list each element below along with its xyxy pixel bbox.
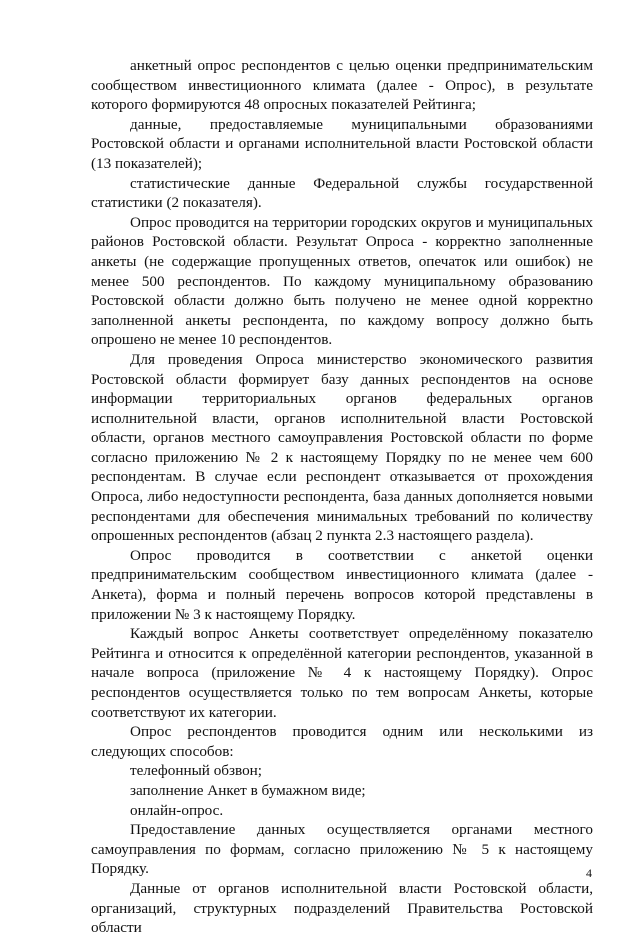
- list-item-online: онлайн-опрос.: [130, 801, 224, 819]
- paragraph-survey-territory: Опрос проводится на территории городских округов и муниципальных районов Ростовской области. Результат Опроса - корректно заполненные анкеты (не содержащие пропущенных ответов, опечаток или ошибок) не менее 500 респондентов. По каждому муниципальному образованию Ростовской области должно быть получено не менее одной корректно заполненной анкеты респондента, по каждому вопросу должно быть опрошено не менее 10 респондентов.: [91, 213, 593, 349]
- paragraph-questionnaire: Опрос проводится в соответствии с анкетой оценки предпринимательским сообществом инвестиционного климата (далее - Анкета), форма и полный перечень вопросов которой представлены в приложении № 3 к настоящему Порядку.: [91, 546, 593, 623]
- paragraph-executive-data: Данные от органов исполнительной власти Ростовской области, организаций, структурных подразделений Правительства Ростовской области: [91, 879, 593, 937]
- paragraph-question-categories: Каждый вопрос Анкеты соответствует определённому показателю Рейтинга и относится к определённой категории респондентов, указанной в начале вопроса (приложение № 4 к настоящему Порядку). Опрос респондентов осуществляется только по тем вопросам Анкеты, которые соответствуют их категории.: [91, 625, 593, 721]
- list-item-paper: заполнение Анкет в бумажном виде;: [130, 781, 366, 799]
- page-number: 4: [586, 866, 592, 880]
- paragraph-survey: анкетный опрос респондентов с целью оценки предпринимательским сообществом инвестиционного климата (далее - Опрос), в результате которого формируются 48 опросных показателей Рейтинга;: [91, 57, 593, 114]
- paragraph-data-provision: Предоставление данных осуществляется органами местного самоуправления по формам, согласно приложению № 5 к настоящему Порядку.: [91, 821, 593, 878]
- paragraph-statistics: статистические данные Федеральной службы государственной статистики (2 показателя).: [91, 174, 593, 212]
- paragraph-municipal-data: данные, предоставляемые муниципальными образованиями Ростовской области и органами исполнительной власти Ростовской области (13 показателей);: [91, 115, 593, 172]
- list-item-phone: телефонный обзвон;: [130, 762, 263, 780]
- paragraph-respondent-database: Для проведения Опроса министерство экономического развития Ростовской области формирует базу данных респондентов на основе информации территориальных органов федеральных органов исполнительной власти, органов исполнительной власти Ростовской области, органов местного самоуправления Ростовской области по форме согласно приложению № 2 к настоящему Порядку по не менее чем 600 респондентам. В случае если респондент отказывается от прохождения Опроса, либо недоступности респондента, база данных дополняется новыми респондентами для обеспечения минимальных требований по количеству опрошенных респондентов (абзац 2 пункта 2.3 настоящего раздела).: [91, 350, 593, 545]
- document-body: [91, 56, 593, 938]
- paragraph-survey-methods: Опрос респондентов проводится одним или несколькими из следующих способов:: [91, 723, 593, 760]
